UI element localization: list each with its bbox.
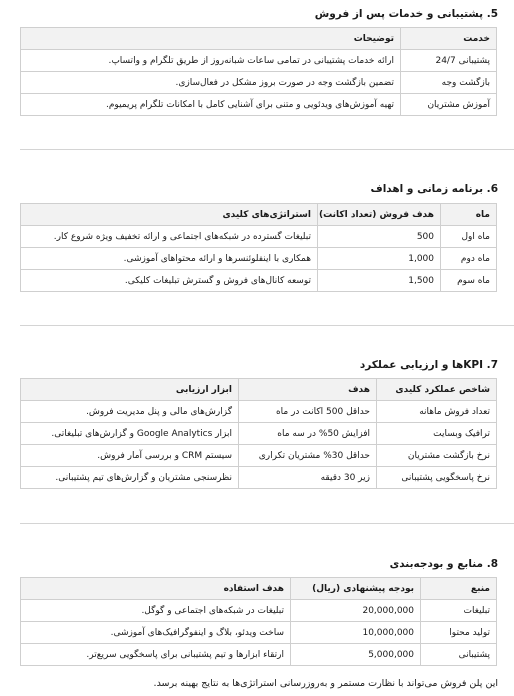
table-row xyxy=(21,270,497,292)
table-cell: همکاری با اینفلوئنسرها و ارائه محتواهای آموزشی. xyxy=(21,248,318,270)
table-cell: ماه اول xyxy=(441,226,497,248)
table-cell: 500 xyxy=(318,226,441,248)
table-row xyxy=(21,600,497,622)
table-cell: ارتقاء ابزارها و تیم پشتیبانی برای پاسخگویی سریع‌تر. xyxy=(21,644,291,666)
table-cell: زیر 30 دقیقه xyxy=(239,467,377,489)
table-cell: تبلیغات گسترده در شبکه‌های اجتماعی و ارائه تخفیف ویژه شروع کار. xyxy=(21,226,318,248)
table-cell: تبلیغات در شبکه‌های اجتماعی و گوگل. xyxy=(21,600,291,622)
table-cell: ترافیک وبسایت xyxy=(377,423,497,445)
column-header: ماه xyxy=(441,204,497,226)
table-cell: ارائه خدمات پشتیبانی در تمامی ساعات شبانه‌روز از طریق تلگرام و واتساپ. xyxy=(21,50,401,72)
table-cell: نرخ پاسخگویی پشتیبانی xyxy=(377,467,497,489)
table-cell: نرخ بازگشت مشتریان xyxy=(377,445,497,467)
column-header: هدف xyxy=(239,379,377,401)
table-header-row xyxy=(21,379,497,401)
table-cell: پشتیبانی xyxy=(421,644,497,666)
section-divider xyxy=(20,149,514,150)
section-8-title: 8. منابع و بودجه‌بندی xyxy=(389,558,498,570)
column-header: خدمت xyxy=(401,28,497,50)
table-cell: ماه دوم xyxy=(441,248,497,270)
column-header: منبع xyxy=(421,578,497,600)
table-cell: تولید محتوا xyxy=(421,622,497,644)
table-cell: 20,000,000 xyxy=(291,600,421,622)
column-header: هدف فروش (تعداد اکانت) xyxy=(318,204,441,226)
table-cell: ماه سوم xyxy=(441,270,497,292)
column-header: استراتژی‌های کلیدی xyxy=(21,204,318,226)
table-cell: 1,000 xyxy=(318,248,441,270)
table-cell: 1,500 xyxy=(318,270,441,292)
table-row xyxy=(21,622,497,644)
column-header: توضیحات xyxy=(21,28,401,50)
table-header-row xyxy=(21,28,497,50)
table-cell: 10,000,000 xyxy=(291,622,421,644)
section-divider xyxy=(20,523,514,524)
section-5-title: 5. پشتیبانی و خدمات پس از فروش xyxy=(314,8,498,20)
table-cell: 5,000,000 xyxy=(291,644,421,666)
table-cell: تضمین بازگشت وجه در صورت بروز مشکل در فعال‌سازی. xyxy=(21,72,401,94)
table-cell: تهیه آموزش‌های ویدئویی و متنی برای آشنایی کامل با امکانات تلگرام پریمیوم. xyxy=(21,94,401,116)
section-7-title: 7. KPIها و ارزیابی عملکرد xyxy=(359,359,498,371)
table-row xyxy=(21,644,497,666)
table-cell: تبلیغات xyxy=(421,600,497,622)
table-cell: گزارش‌های مالی و پنل مدیریت فروش. xyxy=(21,401,239,423)
table-row xyxy=(21,467,497,489)
section-divider xyxy=(20,325,514,326)
column-header: هدف استفاده xyxy=(21,578,291,600)
table-cell: توسعه کانال‌های فروش و گسترش تبلیغات کلیکی. xyxy=(21,270,318,292)
budget-table xyxy=(20,577,497,666)
table-cell: نظرسنجی مشتریان و گزارش‌های تیم پشتیبانی. xyxy=(21,467,239,489)
table-header-row xyxy=(21,578,497,600)
table-row xyxy=(21,401,497,423)
table-cell: ساخت ویدئو، بلاگ و اینفوگرافیک‌های آموزشی. xyxy=(21,622,291,644)
section-6-title: 6. برنامه زمانی و اهداف xyxy=(370,183,498,195)
table-cell: آموزش مشتریان xyxy=(401,94,497,116)
timeline-table xyxy=(20,203,497,292)
table-cell: ابزار Google Analytics و گزارش‌های تبلیغاتی. xyxy=(21,423,239,445)
column-header: ابزار ارزیابی xyxy=(21,379,239,401)
table-row xyxy=(21,248,497,270)
table-cell: پشتیبانی 24/7 xyxy=(401,50,497,72)
table-cell: بازگشت وجه xyxy=(401,72,497,94)
table-cell: سیستم CRM و بررسی آمار فروش. xyxy=(21,445,239,467)
table-cell: حداقل 30% مشتریان تکراری xyxy=(239,445,377,467)
table-header-row xyxy=(21,204,497,226)
table-row xyxy=(21,226,497,248)
table-cell: حداقل 500 اکانت در ماه xyxy=(239,401,377,423)
support-table xyxy=(20,27,497,116)
table-row xyxy=(21,423,497,445)
column-header: بودجه پیشنهادی (ریال) xyxy=(291,578,421,600)
table-cell: تعداد فروش ماهانه xyxy=(377,401,497,423)
kpi-table xyxy=(20,378,497,489)
table-row xyxy=(21,72,497,94)
table-row xyxy=(21,445,497,467)
table-row xyxy=(21,50,497,72)
table-row xyxy=(21,94,497,116)
closing-note: این پلن فروش می‌تواند با نظارت مستمر و به‌روزرسانی استراتژی‌ها به نتایج بهینه برسد. xyxy=(153,678,498,689)
column-header: شاخص عملکرد کلیدی xyxy=(377,379,497,401)
table-cell: افزایش 50% در سه ماه xyxy=(239,423,377,445)
